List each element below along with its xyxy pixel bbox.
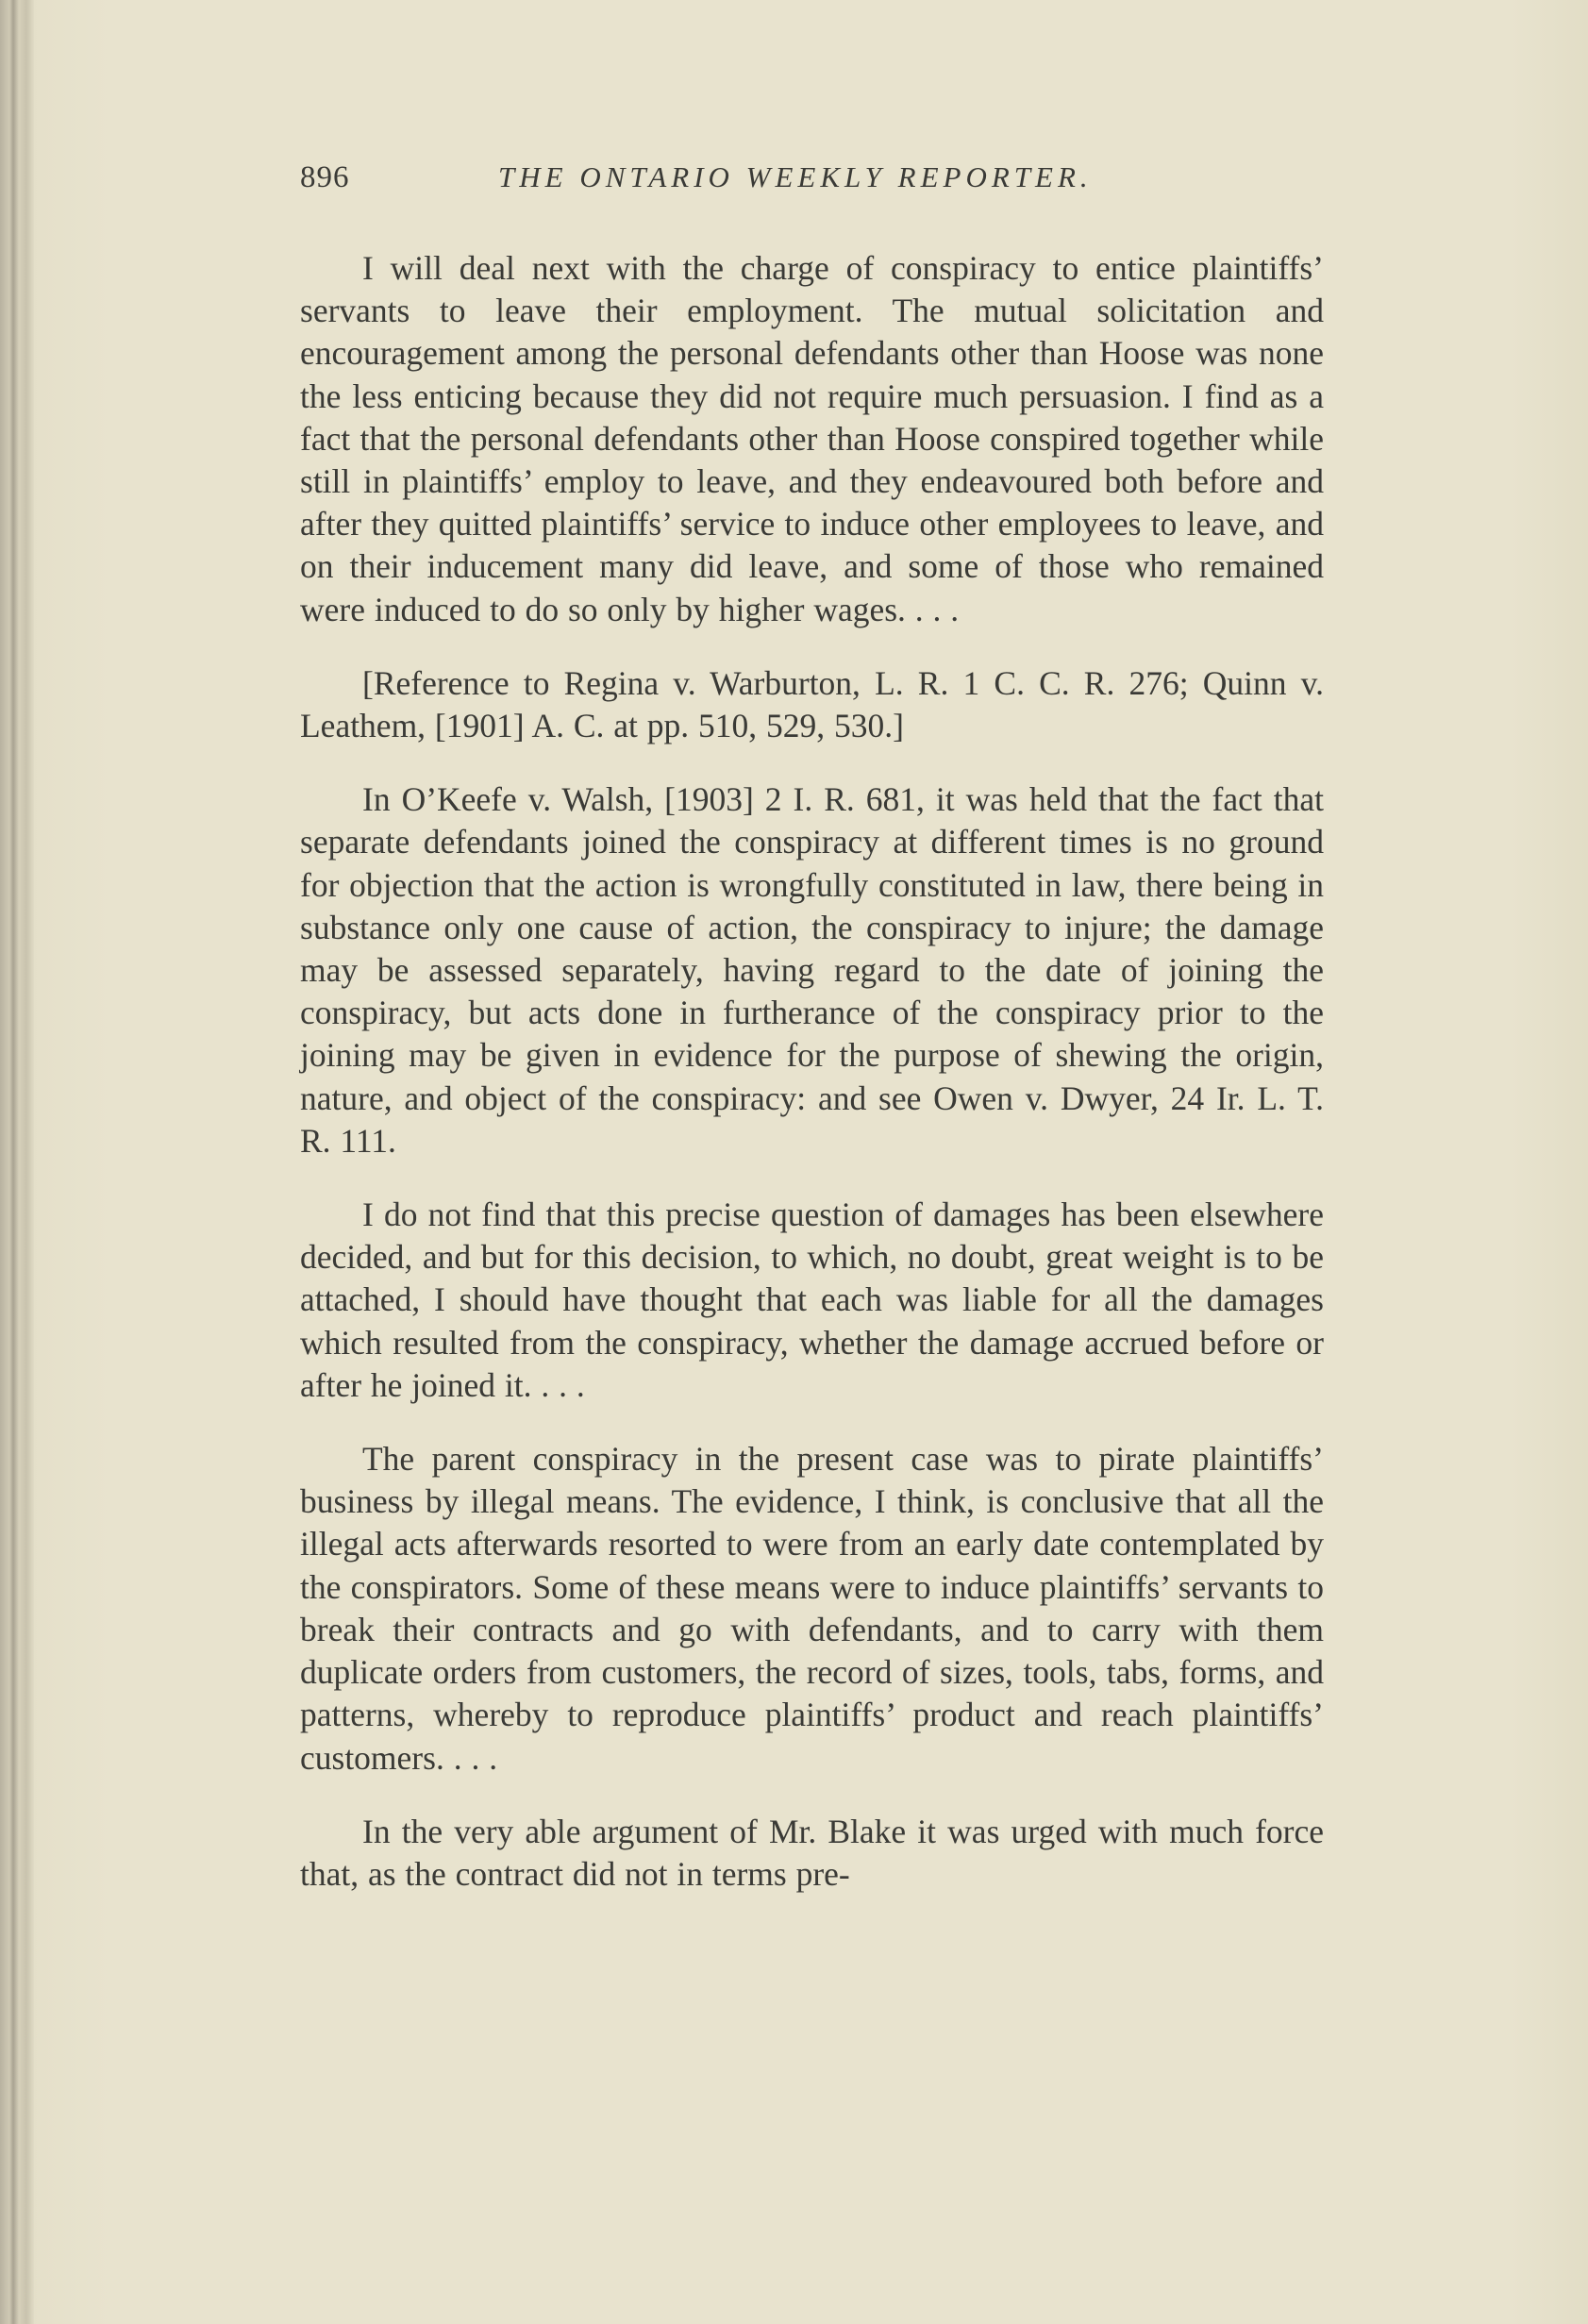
paragraph-okeefe-v-walsh: In O’Keefe v. Walsh, [1903] 2 I. R. 681, it was held that the fact that separate defendants joined the conspiracy at different times is no ground for objection that the action is wrongfully constituted in law, there being in substance only one cause of action, the conspiracy to injure; the damage may be assessed separately, having regard to the date of joining the conspiracy, but acts done in furtherance of the conspiracy prior to the joining may be given in evidence for the purpose of shewing the origin, nature, and object of the conspiracy: and see Owen v. Dwyer, 24 Ir. L. T. R. 111. [300,780,1324,1160]
paragraph-reference: [Reference to Regina v. Warburton, L. R. 1 C. C. R. 276; Quinn v. Leathem, [1901] A. C. at pp. 510, 529, 530.] [300,663,1324,745]
paragraph-damages-question: I do not find that this precise question of damages has been elsewhere decided, and but for this decision, to which, no doubt, great weight is to be attached, I should have thought that each was liable for all the damages which resulted from the conspiracy, whether the damage accrued before or after he joined it. . . . [300,1195,1324,1404]
body-text [300,247,1324,1927]
page-header [300,160,1319,208]
paragraph-conspiracy-to-entice: I will deal next with the charge of conspiracy to entice plaintiffs’ servants to leave their employment. The mutual solicitation and encouragement among the personal defendants other than Hoose was none the less enticing because they did not require much persuasion. I find as a fact that the personal defendants other than Hoose conspired together while still in plaintiffs’ employ to leave, and they endeavoured both before and after they quitted plaintiffs’ service to induce other employees to leave, and on their inducement many did leave, and some of those who remained were induced to do so only by higher wages. . . . [300,249,1324,628]
running-title: THE ONTARIO WEEKLY REPORTER. [498,160,1093,193]
paragraph-parent-conspiracy: The parent conspiracy in the present case was to pirate plaintiffs’ business by illegal means. The evidence, I think, is conclusive that all the illegal acts afterwards resorted to were from an early date contemplated by the conspirators. Some of these means were to induce plaintiffs’ servants to break their contracts and go with defendants, and to carry with them duplicate orders from customers, the record of sizes, tools, tabs, forms, and patterns, whereby to reproduce plaintiffs’ product and reach plaintiffs’ customers. . . . [300,1440,1324,1777]
paragraph-blake-argument: In the very able argument of Mr. Blake it was urged with much force that, as the contract did not in terms pre- [300,1812,1324,1893]
book-binding-edge [0,0,34,2324]
page-number: 896 [300,160,350,194]
